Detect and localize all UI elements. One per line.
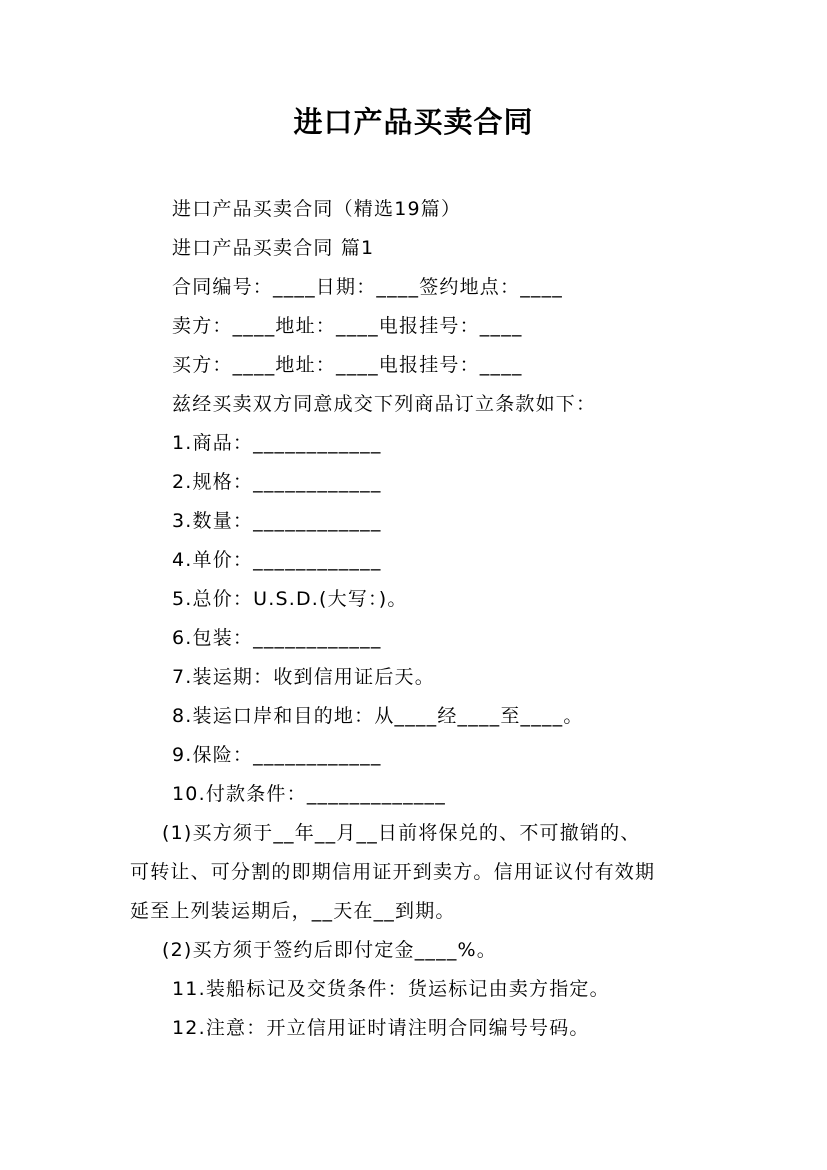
clause-shipping-marks: 11.装船标记及交货条件：货运标记由卖方指定。 [172,978,610,1000]
clause-notice: 12.注意：开立信用证时请注明合同编号号码。 [172,1017,590,1039]
clause-payment-terms: 10.付款条件：_____________ [172,783,446,805]
clause-quantity: 3.数量：____________ [172,510,382,532]
clause-total-price: 5.总价：U.S.D.(大写：)。 [172,588,408,610]
paragraph-buyer: 买方：____地址：____电报挂号：____ [172,354,523,376]
clause-shipment-time: 7.装运期：收到信用证后天。 [172,666,435,688]
clause-commodity: 1.商品：____________ [172,432,382,454]
clause-ports: 8.装运口岸和目的地：从____经____至____。 [172,705,584,727]
payment-term-1: (1)买方须于__年__月__日前将保兑的、不可撤销的、 [162,822,641,844]
paragraph-subtitle: 进口产品买卖合同（精选19篇） [172,198,462,220]
clause-insurance: 9.保险：____________ [172,744,382,766]
paragraph-intro: 兹经买卖双方同意成交下列商品订立条款如下： [172,393,597,415]
document-title: 进口产品买卖合同 [293,105,534,139]
clause-packing: 6.包装：____________ [172,627,382,649]
paragraph-contract-number: 合同编号：____日期：____签约地点：____ [172,276,564,298]
paragraph-seller: 卖方：____地址：____电报挂号：____ [172,315,523,337]
paragraph-section-heading: 进口产品买卖合同 篇1 [172,237,375,259]
clause-specification: 2.规格：____________ [172,471,382,493]
payment-term-1-end: 延至上列装运期后，__天在__到期。 [130,900,456,922]
payment-term-2: (2)买方须于签约后即付定金____%。 [162,939,497,961]
payment-term-1-cont: 可转让、可分割的即期信用证开到卖方。信用证议付有效期 [130,861,656,883]
document-body [130,190,710,1048]
clause-unit-price: 4.单价：____________ [172,549,382,571]
